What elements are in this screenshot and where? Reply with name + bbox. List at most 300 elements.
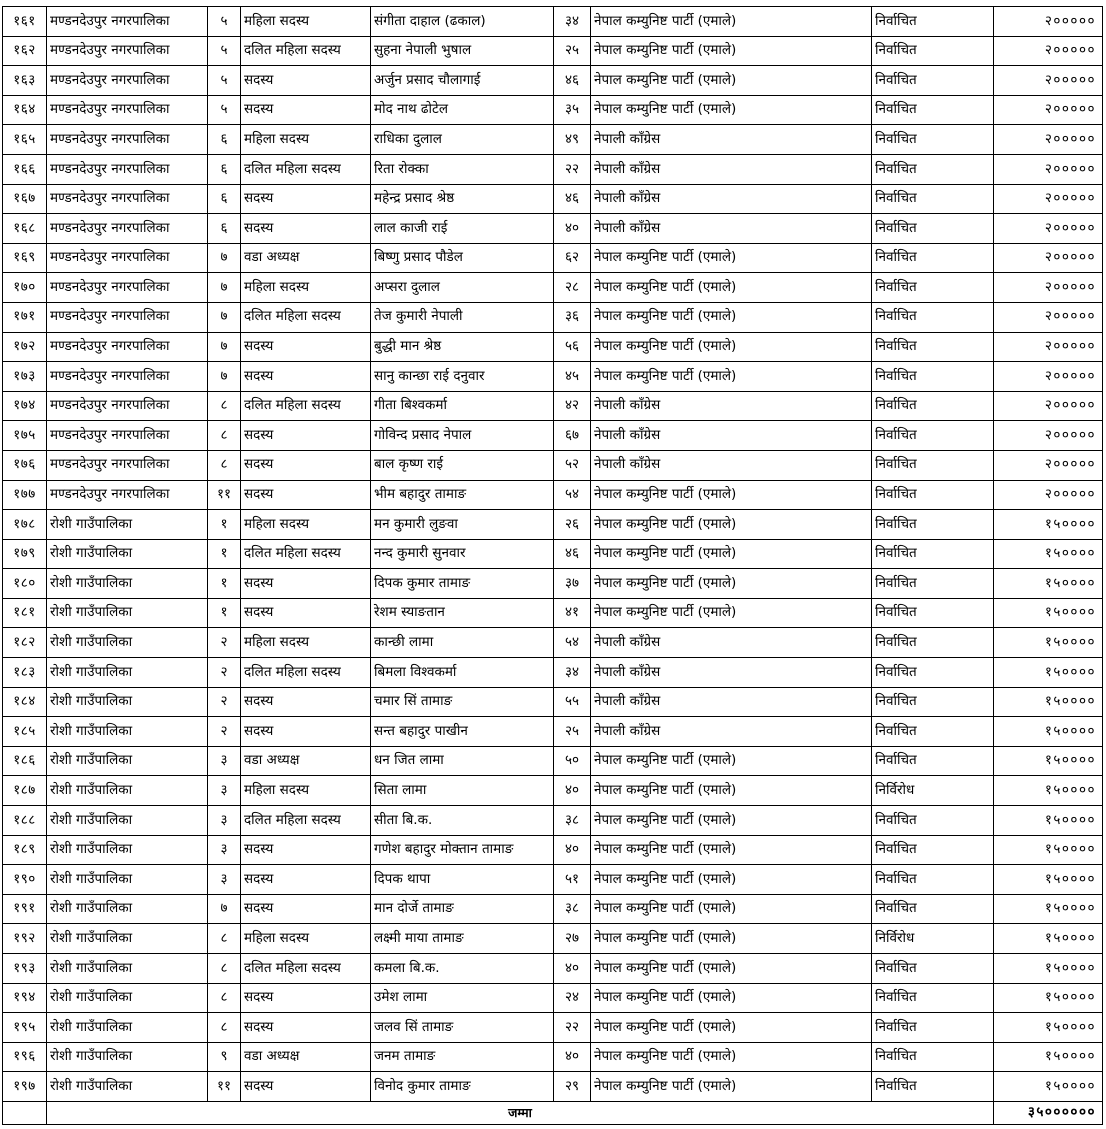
table-row [3, 835, 1103, 865]
local-level-cell: मण्डनदेउपुर नगरपालिका [47, 391, 208, 421]
ward-number-cell: १ [208, 510, 241, 540]
ward-number-cell: १ [208, 539, 241, 569]
amount-cell: १५०००० [994, 983, 1103, 1013]
post-cell: वडा अध्यक्ष [241, 746, 371, 776]
age-cell: ४९ [554, 125, 591, 155]
local-level-cell: रोशी गाउँपालिका [47, 717, 208, 747]
party-cell: नेपाल कम्युनिष्ट पार्टी (एमाले) [591, 1042, 872, 1072]
table-row [3, 628, 1103, 658]
post-cell: महिला सदस्य [241, 924, 371, 954]
amount-cell: २००००० [994, 391, 1103, 421]
serial-number-cell: १६३ [3, 66, 47, 96]
ward-number-cell: ८ [208, 1013, 241, 1043]
amount-cell: १५०००० [994, 658, 1103, 688]
ward-number-cell: ७ [208, 302, 241, 332]
age-cell: ३७ [554, 569, 591, 599]
candidate-name-cell: लाल काजी राई [371, 214, 554, 244]
status-cell: निर्वाचित [872, 865, 994, 895]
table-row [3, 243, 1103, 273]
post-cell: सदस्य [241, 835, 371, 865]
serial-number-cell: १९६ [3, 1042, 47, 1072]
party-cell: नेपाल कम्युनिष्ट पार्टी (एमाले) [591, 302, 872, 332]
ward-number-cell: ८ [208, 421, 241, 451]
local-level-cell: रोशी गाउँपालिका [47, 954, 208, 984]
serial-number-cell: १९० [3, 865, 47, 895]
candidate-name-cell: कान्छी लामा [371, 628, 554, 658]
ward-number-cell: ३ [208, 746, 241, 776]
ward-number-cell: ८ [208, 450, 241, 480]
table-row [3, 658, 1103, 688]
post-cell: सदस्य [241, 95, 371, 125]
amount-cell: १५०००० [994, 510, 1103, 540]
amount-cell: १५०००० [994, 776, 1103, 806]
post-cell: सदस्य [241, 865, 371, 895]
post-cell: सदस्य [241, 214, 371, 244]
status-cell: निर्वाचित [872, 1042, 994, 1072]
ward-number-cell: २ [208, 717, 241, 747]
party-cell: नेपाल कम्युनिष्ट पार्टी (एमाले) [591, 894, 872, 924]
ward-number-cell: ५ [208, 95, 241, 125]
age-cell: ३८ [554, 806, 591, 836]
amount-cell: १५०००० [994, 569, 1103, 599]
table-row [3, 125, 1103, 155]
candidate-name-cell: विनोद कुमार तामाङ [371, 1072, 554, 1102]
post-cell: दलित महिला सदस्य [241, 36, 371, 66]
status-cell: निर्वाचित [872, 302, 994, 332]
age-cell: ४५ [554, 362, 591, 392]
local-level-cell: मण्डनदेउपुर नगरपालिका [47, 95, 208, 125]
table-row [3, 214, 1103, 244]
serial-number-cell: १६४ [3, 95, 47, 125]
amount-cell: १५०००० [994, 835, 1103, 865]
status-cell: निर्वाचित [872, 983, 994, 1013]
table-row [3, 776, 1103, 806]
candidate-name-cell: अप्सरा दुलाल [371, 273, 554, 303]
ward-number-cell: ६ [208, 214, 241, 244]
candidate-name-cell: महेन्द्र प्रसाद श्रेष्ठ [371, 184, 554, 214]
serial-number-cell: १९१ [3, 894, 47, 924]
ward-number-cell: ७ [208, 894, 241, 924]
ward-number-cell: २ [208, 687, 241, 717]
age-cell: २२ [554, 1013, 591, 1043]
table-row [3, 332, 1103, 362]
status-cell: निर्वाचित [872, 894, 994, 924]
total-label: जम्मा [47, 1101, 994, 1124]
candidate-name-cell: भीम बहादुर तामाङ [371, 480, 554, 510]
post-cell: महिला सदस्य [241, 7, 371, 37]
party-cell: नेपाल कम्युनिष्ट पार्टी (एमाले) [591, 1072, 872, 1102]
status-cell: निर्वाचित [872, 362, 994, 392]
local-level-cell: रोशी गाउँपालिका [47, 806, 208, 836]
amount-cell: १५०००० [994, 806, 1103, 836]
post-cell: वडा अध्यक्ष [241, 1042, 371, 1072]
age-cell: ६२ [554, 243, 591, 273]
amount-cell: १५०००० [994, 746, 1103, 776]
age-cell: ३६ [554, 302, 591, 332]
candidate-name-cell: रिता रोक्का [371, 154, 554, 184]
amount-cell: १५०००० [994, 924, 1103, 954]
post-cell: सदस्य [241, 569, 371, 599]
party-cell: नेपाली काँग्रेस [591, 125, 872, 155]
status-cell: निर्वाचित [872, 273, 994, 303]
candidate-name-cell: दिपक थापा [371, 865, 554, 895]
party-cell: नेपाल कम्युनिष्ट पार्टी (एमाले) [591, 510, 872, 540]
table-row [3, 273, 1103, 303]
ward-number-cell: १ [208, 569, 241, 599]
status-cell: निर्वाचित [872, 7, 994, 37]
party-cell: नेपाल कम्युनिष्ट पार्टी (एमाले) [591, 598, 872, 628]
post-cell: सदस्य [241, 184, 371, 214]
age-cell: ४६ [554, 184, 591, 214]
status-cell: निर्वाचित [872, 954, 994, 984]
table-row [3, 36, 1103, 66]
amount-cell: १५०००० [994, 598, 1103, 628]
serial-number-cell: १७४ [3, 391, 47, 421]
table-row [3, 806, 1103, 836]
amount-cell: १५०००० [994, 1072, 1103, 1102]
party-cell: नेपाल कम्युनिष्ट पार्टी (एमाले) [591, 362, 872, 392]
serial-number-cell: १९७ [3, 1072, 47, 1102]
amount-cell: २००००० [994, 95, 1103, 125]
ward-number-cell: ५ [208, 7, 241, 37]
amount-cell: २००००० [994, 480, 1103, 510]
table-row [3, 954, 1103, 984]
local-level-cell: रोशी गाउँपालिका [47, 835, 208, 865]
serial-number-cell: १८४ [3, 687, 47, 717]
candidate-name-cell: नन्द कुमारी सुनवार [371, 539, 554, 569]
serial-number-cell: १९२ [3, 924, 47, 954]
elected-representatives-table [2, 6, 1103, 1125]
ward-number-cell: ८ [208, 391, 241, 421]
party-cell: नेपाली काँग्रेस [591, 391, 872, 421]
serial-number-cell: १८० [3, 569, 47, 599]
candidate-name-cell: बाल कृष्ण राई [371, 450, 554, 480]
ward-number-cell: ६ [208, 154, 241, 184]
candidate-name-cell: मान दोर्जे तामाङ [371, 894, 554, 924]
party-cell: नेपाल कम्युनिष्ट पार्टी (एमाले) [591, 1013, 872, 1043]
ward-number-cell: २ [208, 658, 241, 688]
table-row [3, 362, 1103, 392]
age-cell: २८ [554, 273, 591, 303]
table-row [3, 687, 1103, 717]
serial-number-cell: १६१ [3, 7, 47, 37]
status-cell: निर्वाचित [872, 421, 994, 451]
candidate-name-cell: गोविन्द प्रसाद नेपाल [371, 421, 554, 451]
ward-number-cell: ६ [208, 184, 241, 214]
status-cell: निर्वाचित [872, 36, 994, 66]
table-row [3, 1013, 1103, 1043]
ward-number-cell: ८ [208, 983, 241, 1013]
party-cell: नेपाल कम्युनिष्ट पार्टी (एमाले) [591, 746, 872, 776]
status-cell: निर्वाचित [872, 746, 994, 776]
total-empty-cell [3, 1101, 47, 1124]
status-cell: निर्वाचित [872, 154, 994, 184]
local-level-cell: रोशी गाउँपालिका [47, 776, 208, 806]
amount-cell: २००००० [994, 450, 1103, 480]
post-cell: दलित महिला सदस्य [241, 806, 371, 836]
party-cell: नेपाल कम्युनिष्ट पार्टी (एमाले) [591, 806, 872, 836]
candidate-name-cell: दिपक कुमार तामाङ [371, 569, 554, 599]
serial-number-cell: १८२ [3, 628, 47, 658]
table-body [3, 7, 1103, 1102]
age-cell: ४० [554, 954, 591, 984]
candidate-name-cell: उमेश लामा [371, 983, 554, 1013]
table-row [3, 480, 1103, 510]
table-row [3, 95, 1103, 125]
status-cell: निर्वाचित [872, 806, 994, 836]
post-cell: सदस्य [241, 66, 371, 96]
local-level-cell: मण्डनदेउपुर नगरपालिका [47, 214, 208, 244]
post-cell: महिला सदस्य [241, 125, 371, 155]
serial-number-cell: १७३ [3, 362, 47, 392]
party-cell: नेपाली काँग्रेस [591, 687, 872, 717]
party-cell: नेपाल कम्युनिष्ट पार्टी (एमाले) [591, 36, 872, 66]
amount-cell: २००००० [994, 7, 1103, 37]
candidate-name-cell: बिष्णु प्रसाद पौडेल [371, 243, 554, 273]
table-row [3, 184, 1103, 214]
amount-cell: २००००० [994, 36, 1103, 66]
age-cell: ४६ [554, 539, 591, 569]
ward-number-cell: ३ [208, 776, 241, 806]
total-row [3, 1101, 1103, 1124]
total-amount: ३५०००००० [994, 1101, 1103, 1124]
candidate-name-cell: धन जित लामा [371, 746, 554, 776]
status-cell: निर्वाचित [872, 391, 994, 421]
age-cell: ५५ [554, 687, 591, 717]
party-cell: नेपाल कम्युनिष्ट पार्टी (एमाले) [591, 954, 872, 984]
table-row [3, 7, 1103, 37]
table-row [3, 983, 1103, 1013]
local-level-cell: मण्डनदेउपुर नगरपालिका [47, 243, 208, 273]
local-level-cell: रोशी गाउँपालिका [47, 539, 208, 569]
candidate-name-cell: लक्ष्मी माया तामाङ [371, 924, 554, 954]
local-level-cell: मण्डनदेउपुर नगरपालिका [47, 421, 208, 451]
party-cell: नेपाल कम्युनिष्ट पार्टी (एमाले) [591, 865, 872, 895]
post-cell: सदस्य [241, 362, 371, 392]
age-cell: ३४ [554, 7, 591, 37]
candidate-name-cell: सीता बि.क. [371, 806, 554, 836]
age-cell: ४६ [554, 66, 591, 96]
status-cell: निर्वाचित [872, 539, 994, 569]
table-row [3, 746, 1103, 776]
party-cell: नेपाल कम्युनिष्ट पार्टी (एमाले) [591, 243, 872, 273]
table-row [3, 539, 1103, 569]
local-level-cell: मण्डनदेउपुर नगरपालिका [47, 154, 208, 184]
local-level-cell: मण्डनदेउपुर नगरपालिका [47, 480, 208, 510]
candidate-name-cell: गणेश बहादुर मोक्तान तामाङ [371, 835, 554, 865]
serial-number-cell: १७१ [3, 302, 47, 332]
status-cell: निर्वाचित [872, 243, 994, 273]
status-cell: निर्वाचित [872, 125, 994, 155]
post-cell: दलित महिला सदस्य [241, 154, 371, 184]
ward-number-cell: ३ [208, 835, 241, 865]
ward-number-cell: ७ [208, 332, 241, 362]
status-cell: निर्वाचित [872, 628, 994, 658]
party-cell: नेपाली काँग्रेस [591, 628, 872, 658]
serial-number-cell: १७५ [3, 421, 47, 451]
candidate-name-cell: संगीता दाहाल (ढकाल) [371, 7, 554, 37]
serial-number-cell: १८१ [3, 598, 47, 628]
local-level-cell: मण्डनदेउपुर नगरपालिका [47, 302, 208, 332]
age-cell: ५४ [554, 480, 591, 510]
party-cell: नेपाली काँग्रेस [591, 450, 872, 480]
ward-number-cell: ८ [208, 954, 241, 984]
ward-number-cell: ७ [208, 243, 241, 273]
amount-cell: २००००० [994, 362, 1103, 392]
table-row [3, 598, 1103, 628]
candidate-name-cell: जनम तामाङ [371, 1042, 554, 1072]
candidate-name-cell: बिमला विश्वकर्मा [371, 658, 554, 688]
candidate-name-cell: सानु कान्छा राई दनुवार [371, 362, 554, 392]
status-cell: निर्वाचित [872, 66, 994, 96]
local-level-cell: मण्डनदेउपुर नगरपालिका [47, 362, 208, 392]
local-level-cell: मण्डनदेउपुर नगरपालिका [47, 273, 208, 303]
serial-number-cell: १६२ [3, 36, 47, 66]
age-cell: ४० [554, 776, 591, 806]
local-level-cell: रोशी गाउँपालिका [47, 687, 208, 717]
party-cell: नेपाली काँग्रेस [591, 421, 872, 451]
amount-cell: १५०००० [994, 1013, 1103, 1043]
local-level-cell: रोशी गाउँपालिका [47, 658, 208, 688]
party-cell: नेपाल कम्युनिष्ट पार्टी (एमाले) [591, 273, 872, 303]
amount-cell: १५०००० [994, 687, 1103, 717]
table-row [3, 717, 1103, 747]
party-cell: नेपाल कम्युनिष्ट पार्टी (एमाले) [591, 776, 872, 806]
candidate-name-cell: कमला बि.क. [371, 954, 554, 984]
ward-number-cell: ३ [208, 865, 241, 895]
post-cell: सदस्य [241, 717, 371, 747]
age-cell: ४२ [554, 391, 591, 421]
local-level-cell: मण्डनदेउपुर नगरपालिका [47, 7, 208, 37]
amount-cell: २००००० [994, 66, 1103, 96]
party-cell: नेपाली काँग्रेस [591, 717, 872, 747]
local-level-cell: रोशी गाउँपालिका [47, 1013, 208, 1043]
serial-number-cell: १८५ [3, 717, 47, 747]
local-level-cell: रोशी गाउँपालिका [47, 865, 208, 895]
party-cell: नेपाल कम्युनिष्ट पार्टी (एमाले) [591, 924, 872, 954]
serial-number-cell: १८६ [3, 746, 47, 776]
candidate-name-cell: बुद्धी मान श्रेष्ठ [371, 332, 554, 362]
candidate-name-cell: सुहना नेपाली भुषाल [371, 36, 554, 66]
local-level-cell: मण्डनदेउपुर नगरपालिका [47, 36, 208, 66]
age-cell: ५६ [554, 332, 591, 362]
party-cell: नेपाल कम्युनिष्ट पार्टी (एमाले) [591, 983, 872, 1013]
party-cell: नेपाल कम्युनिष्ट पार्टी (एमाले) [591, 332, 872, 362]
post-cell: महिला सदस्य [241, 510, 371, 540]
amount-cell: २००००० [994, 154, 1103, 184]
post-cell: दलित महिला सदस्य [241, 302, 371, 332]
local-level-cell: मण्डनदेउपुर नगरपालिका [47, 332, 208, 362]
post-cell: दलित महिला सदस्य [241, 391, 371, 421]
status-cell: निर्वाचित [872, 1072, 994, 1102]
amount-cell: १५०००० [994, 1042, 1103, 1072]
status-cell: निर्वाचित [872, 717, 994, 747]
status-cell: निर्वाचित [872, 214, 994, 244]
ward-number-cell: ७ [208, 362, 241, 392]
post-cell: वडा अध्यक्ष [241, 243, 371, 273]
candidate-name-cell: राधिका दुलाल [371, 125, 554, 155]
party-cell: नेपाल कम्युनिष्ट पार्टी (एमाले) [591, 66, 872, 96]
age-cell: ४१ [554, 598, 591, 628]
ward-number-cell: ११ [208, 1072, 241, 1102]
serial-number-cell: १९३ [3, 954, 47, 984]
amount-cell: २००००० [994, 273, 1103, 303]
status-cell: निर्वाचित [872, 332, 994, 362]
table-row [3, 154, 1103, 184]
serial-number-cell: १८७ [3, 776, 47, 806]
post-cell: सदस्य [241, 1072, 371, 1102]
local-level-cell: रोशी गाउँपालिका [47, 894, 208, 924]
age-cell: ४० [554, 214, 591, 244]
local-level-cell: रोशी गाउँपालिका [47, 746, 208, 776]
post-cell: दलित महिला सदस्य [241, 954, 371, 984]
age-cell: ४० [554, 835, 591, 865]
table-row [3, 66, 1103, 96]
status-cell: निर्वाचित [872, 450, 994, 480]
status-cell: निर्विरोध [872, 924, 994, 954]
local-level-cell: रोशी गाउँपालिका [47, 924, 208, 954]
party-cell: नेपाली काँग्रेस [591, 214, 872, 244]
candidate-name-cell: मोद नाथ ढोटेल [371, 95, 554, 125]
serial-number-cell: १६५ [3, 125, 47, 155]
age-cell: २४ [554, 983, 591, 1013]
age-cell: ४० [554, 1042, 591, 1072]
serial-number-cell: १७९ [3, 539, 47, 569]
party-cell: नेपाल कम्युनिष्ट पार्टी (एमाले) [591, 569, 872, 599]
candidate-name-cell: सिता लामा [371, 776, 554, 806]
table-row [3, 391, 1103, 421]
party-cell: नेपाल कम्युनिष्ट पार्टी (एमाले) [591, 835, 872, 865]
age-cell: २५ [554, 717, 591, 747]
local-level-cell: मण्डनदेउपुर नगरपालिका [47, 450, 208, 480]
amount-cell: २००००० [994, 302, 1103, 332]
serial-number-cell: १९५ [3, 1013, 47, 1043]
ward-number-cell: ३ [208, 806, 241, 836]
candidate-name-cell: गीता बिश्वकर्मा [371, 391, 554, 421]
post-cell: दलित महिला सदस्य [241, 539, 371, 569]
candidate-name-cell: सन्त बहादुर पाखीन [371, 717, 554, 747]
serial-number-cell: १७७ [3, 480, 47, 510]
age-cell: २५ [554, 36, 591, 66]
candidate-name-cell: मन कुमारी लुङवा [371, 510, 554, 540]
party-cell: नेपाल कम्युनिष्ट पार्टी (एमाले) [591, 7, 872, 37]
status-cell: निर्वाचित [872, 569, 994, 599]
local-level-cell: रोशी गाउँपालिका [47, 1072, 208, 1102]
status-cell: निर्वाचित [872, 687, 994, 717]
ward-number-cell: १ [208, 598, 241, 628]
local-level-cell: रोशी गाउँपालिका [47, 983, 208, 1013]
post-cell: सदस्य [241, 687, 371, 717]
party-cell: नेपाल कम्युनिष्ट पार्टी (एमाले) [591, 95, 872, 125]
amount-cell: १५०००० [994, 954, 1103, 984]
amount-cell: २००००० [994, 184, 1103, 214]
status-cell: निर्वाचित [872, 598, 994, 628]
serial-number-cell: १८८ [3, 806, 47, 836]
serial-number-cell: १७० [3, 273, 47, 303]
ward-number-cell: ११ [208, 480, 241, 510]
amount-cell: २००००० [994, 125, 1103, 155]
amount-cell: २००००० [994, 332, 1103, 362]
age-cell: ५४ [554, 628, 591, 658]
local-level-cell: मण्डनदेउपुर नगरपालिका [47, 184, 208, 214]
age-cell: २२ [554, 154, 591, 184]
serial-number-cell: १७६ [3, 450, 47, 480]
age-cell: ३४ [554, 658, 591, 688]
ward-number-cell: ५ [208, 36, 241, 66]
table-row [3, 510, 1103, 540]
post-cell: सदस्य [241, 598, 371, 628]
local-level-cell: रोशी गाउँपालिका [47, 569, 208, 599]
